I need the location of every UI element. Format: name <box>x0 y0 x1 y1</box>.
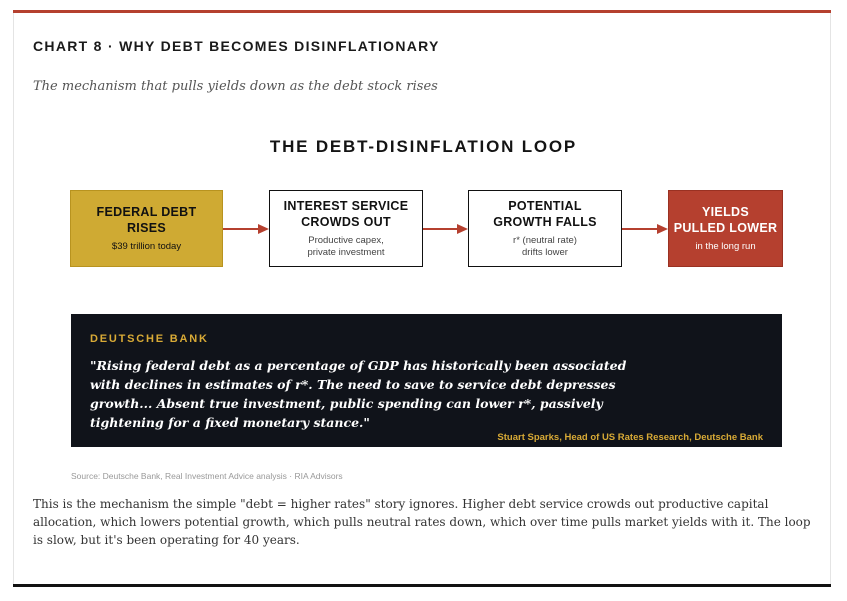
top-accent-rule <box>13 10 831 13</box>
step-title <box>493 198 597 230</box>
step-title <box>674 204 778 236</box>
chart-subtitle: The mechanism that pulls yields down as the debt stock rises <box>33 79 438 94</box>
quote-text: "Rising federal debt as a percentage of GDP has historically been associated with declines in estimates of r*. The need to save to service debt depresses growth... Absent true investment, public spending can lower r*, passively tightening for a fixed monetary stance." <box>90 358 627 430</box>
step-title-line: GROWTH FALLS <box>493 215 597 229</box>
bottom-rule <box>13 584 831 587</box>
step-note-line: in the long run <box>695 241 756 252</box>
step-note-line: Productive capex, <box>308 235 384 246</box>
arrow-right-icon <box>223 222 269 236</box>
quote-attribution: Stuart Sparks, Head of US Rates Research, Deutsche Bank <box>497 432 763 443</box>
step-note <box>112 241 181 253</box>
step-federal-debt-rises <box>70 190 223 267</box>
step-title <box>284 198 409 230</box>
step-title-line: RISES <box>126 221 166 235</box>
quote-source-label: DEUTSCHE BANK <box>90 333 209 345</box>
chart-label: CHART 8 · WHY DEBT BECOMES DISINFLATIONARY <box>33 38 440 54</box>
step-title-line: FEDERAL DEBT <box>96 205 197 219</box>
step-title-line: POTENTIAL <box>508 199 582 213</box>
diagram-title: THE DEBT-DISINFLATION LOOP <box>269 137 578 156</box>
step-yields-pulled-lower <box>668 190 783 267</box>
step-note <box>307 235 384 259</box>
step-title-line: CROWDS OUT <box>301 215 391 229</box>
step-interest-service-crowds-out <box>269 190 423 267</box>
step-title-line: INTEREST SERVICE <box>283 199 409 213</box>
step-note <box>513 235 577 259</box>
step-title-line: YIELDS <box>702 205 749 219</box>
body-paragraph: This is the mechanism the simple "debt = higher rates" story ignores. Higher debt service crowds out productive capital allocation, which lowers potential growth, which pulls neutral rates down, which over time pulls market yields with it. The loop is slow, but it's been operating for 40 years. <box>33 497 811 547</box>
step-note-line: $39 trillion today <box>111 241 182 252</box>
source-note: Source: Deutsche Bank, Real Investment Advice analysis · RIA Advisors <box>71 471 343 481</box>
step-note <box>695 241 755 253</box>
step-title <box>97 204 197 236</box>
step-title-line: PULLED LOWER <box>673 221 778 235</box>
quote-panel <box>71 314 782 447</box>
step-note-line: private investment <box>307 247 385 258</box>
arrow-right-icon <box>622 222 668 236</box>
step-potential-growth-falls <box>468 190 622 267</box>
step-note-line: r* (neutral rate) <box>513 235 577 246</box>
arrow-right-icon <box>423 222 468 236</box>
step-note-line: drifts lower <box>522 247 568 258</box>
